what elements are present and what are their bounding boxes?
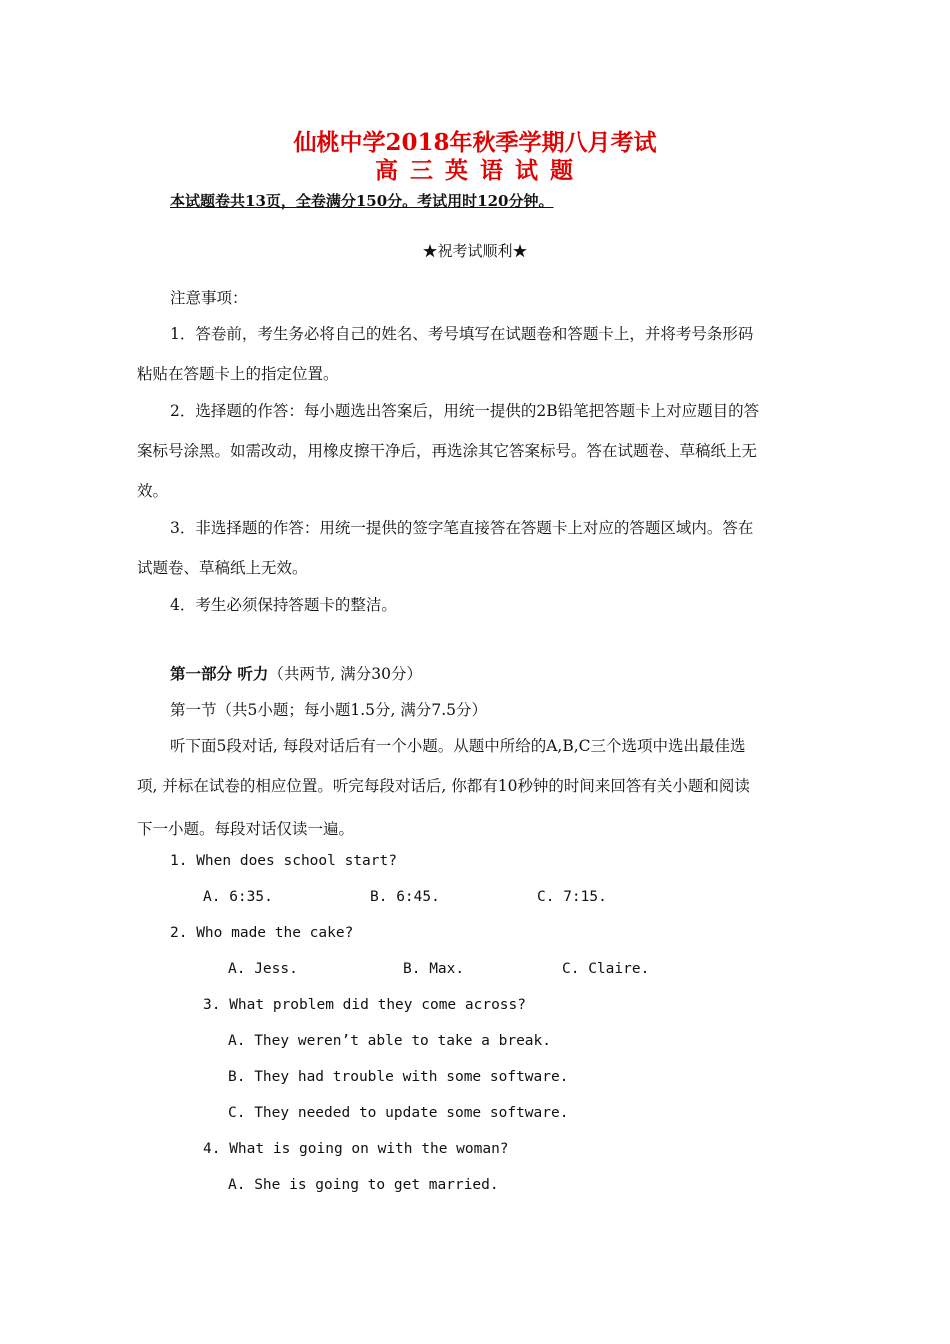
question-3-option-b: B. They had trouble with some software. [228, 1069, 569, 1085]
part1-heading [170, 662, 422, 684]
exam-subtitle: 高 三 英 语 试 题 [374, 157, 576, 184]
notes-heading: 注意事项： [170, 289, 248, 307]
note-1-line-2: 粘贴在答题卡上的指定位置。 [137, 365, 339, 383]
good-luck-line: ★祝考试顺利★ [422, 242, 528, 260]
note-3-line-1: 3．非选择题的作答：用统一提供的签字笔直接答在答题卡上对应的答题区域内。答在 [170, 519, 754, 537]
note-3-line-2: 试题卷、草稿纸上无效。 [137, 559, 308, 577]
note-2-line-1: 2．选择题的作答：每小题选出答案后，用统一提供的2B铅笔把答题卡上对应题目的答 [170, 402, 760, 420]
question-4: 4. What is going on with the woman? [203, 1141, 509, 1157]
note-2-line-3: 效。 [137, 482, 169, 500]
listening-instructions-line-3: 下一小题。每段对话仅读一遍。 [137, 820, 355, 838]
listening-instructions-line-1: 听下面5段对话, 每段对话后有一个小题。从题中所给的A,B,C三个选项中选出最佳选 [170, 737, 746, 755]
section1-heading: 第一节（共5小题；每小题1.5分, 满分7.5分） [170, 701, 488, 719]
exam-title: 仙桃中学2018年秋季学期八月考试 [293, 129, 657, 156]
question-3: 3. What problem did they come across? [203, 997, 527, 1013]
question-2-option-c: C. Claire. [562, 961, 650, 977]
question-2-option-a: A. Jess. [228, 961, 298, 977]
question-2: 2. Who made the cake? [170, 925, 354, 941]
part1-heading-title: 第一部分 听力 [170, 664, 269, 683]
question-4-option-a: A. She is going to get married. [228, 1177, 499, 1193]
question-1-option-b: B. 6:45. [370, 889, 440, 905]
note-1-line-1: 1．答卷前，考生务必将自己的姓名、考号填写在试题卷和答题卡上，并将考号条形码 [170, 325, 754, 343]
exam-intro: 本试题卷共13页，全卷满分150分。考试用时120分钟。 [170, 192, 554, 210]
note-4: 4．考生必须保持答题卡的整洁。 [170, 596, 397, 614]
question-2-option-b: B. Max. [403, 961, 465, 977]
note-2-line-2: 案标号涂黑。如需改动，用橡皮擦干净后，再选涂其它答案标号。答在试题卷、草稿纸上无 [137, 442, 758, 460]
listening-instructions-line-2: 项, 并标在试卷的相应位置。听完每段对话后, 你都有10秒钟的时间来回答有关小题和阅读 [137, 777, 750, 795]
question-1-option-a: A. 6:35. [203, 889, 273, 905]
question-1: 1. When does school start? [170, 853, 397, 869]
question-1-option-c: C. 7:15. [537, 889, 607, 905]
part1-heading-detail: （共两节, 满分30分） [268, 665, 422, 683]
question-3-option-c: C. They needed to update some software. [228, 1105, 569, 1121]
question-3-option-a: A. They weren’t able to take a break. [228, 1033, 552, 1049]
